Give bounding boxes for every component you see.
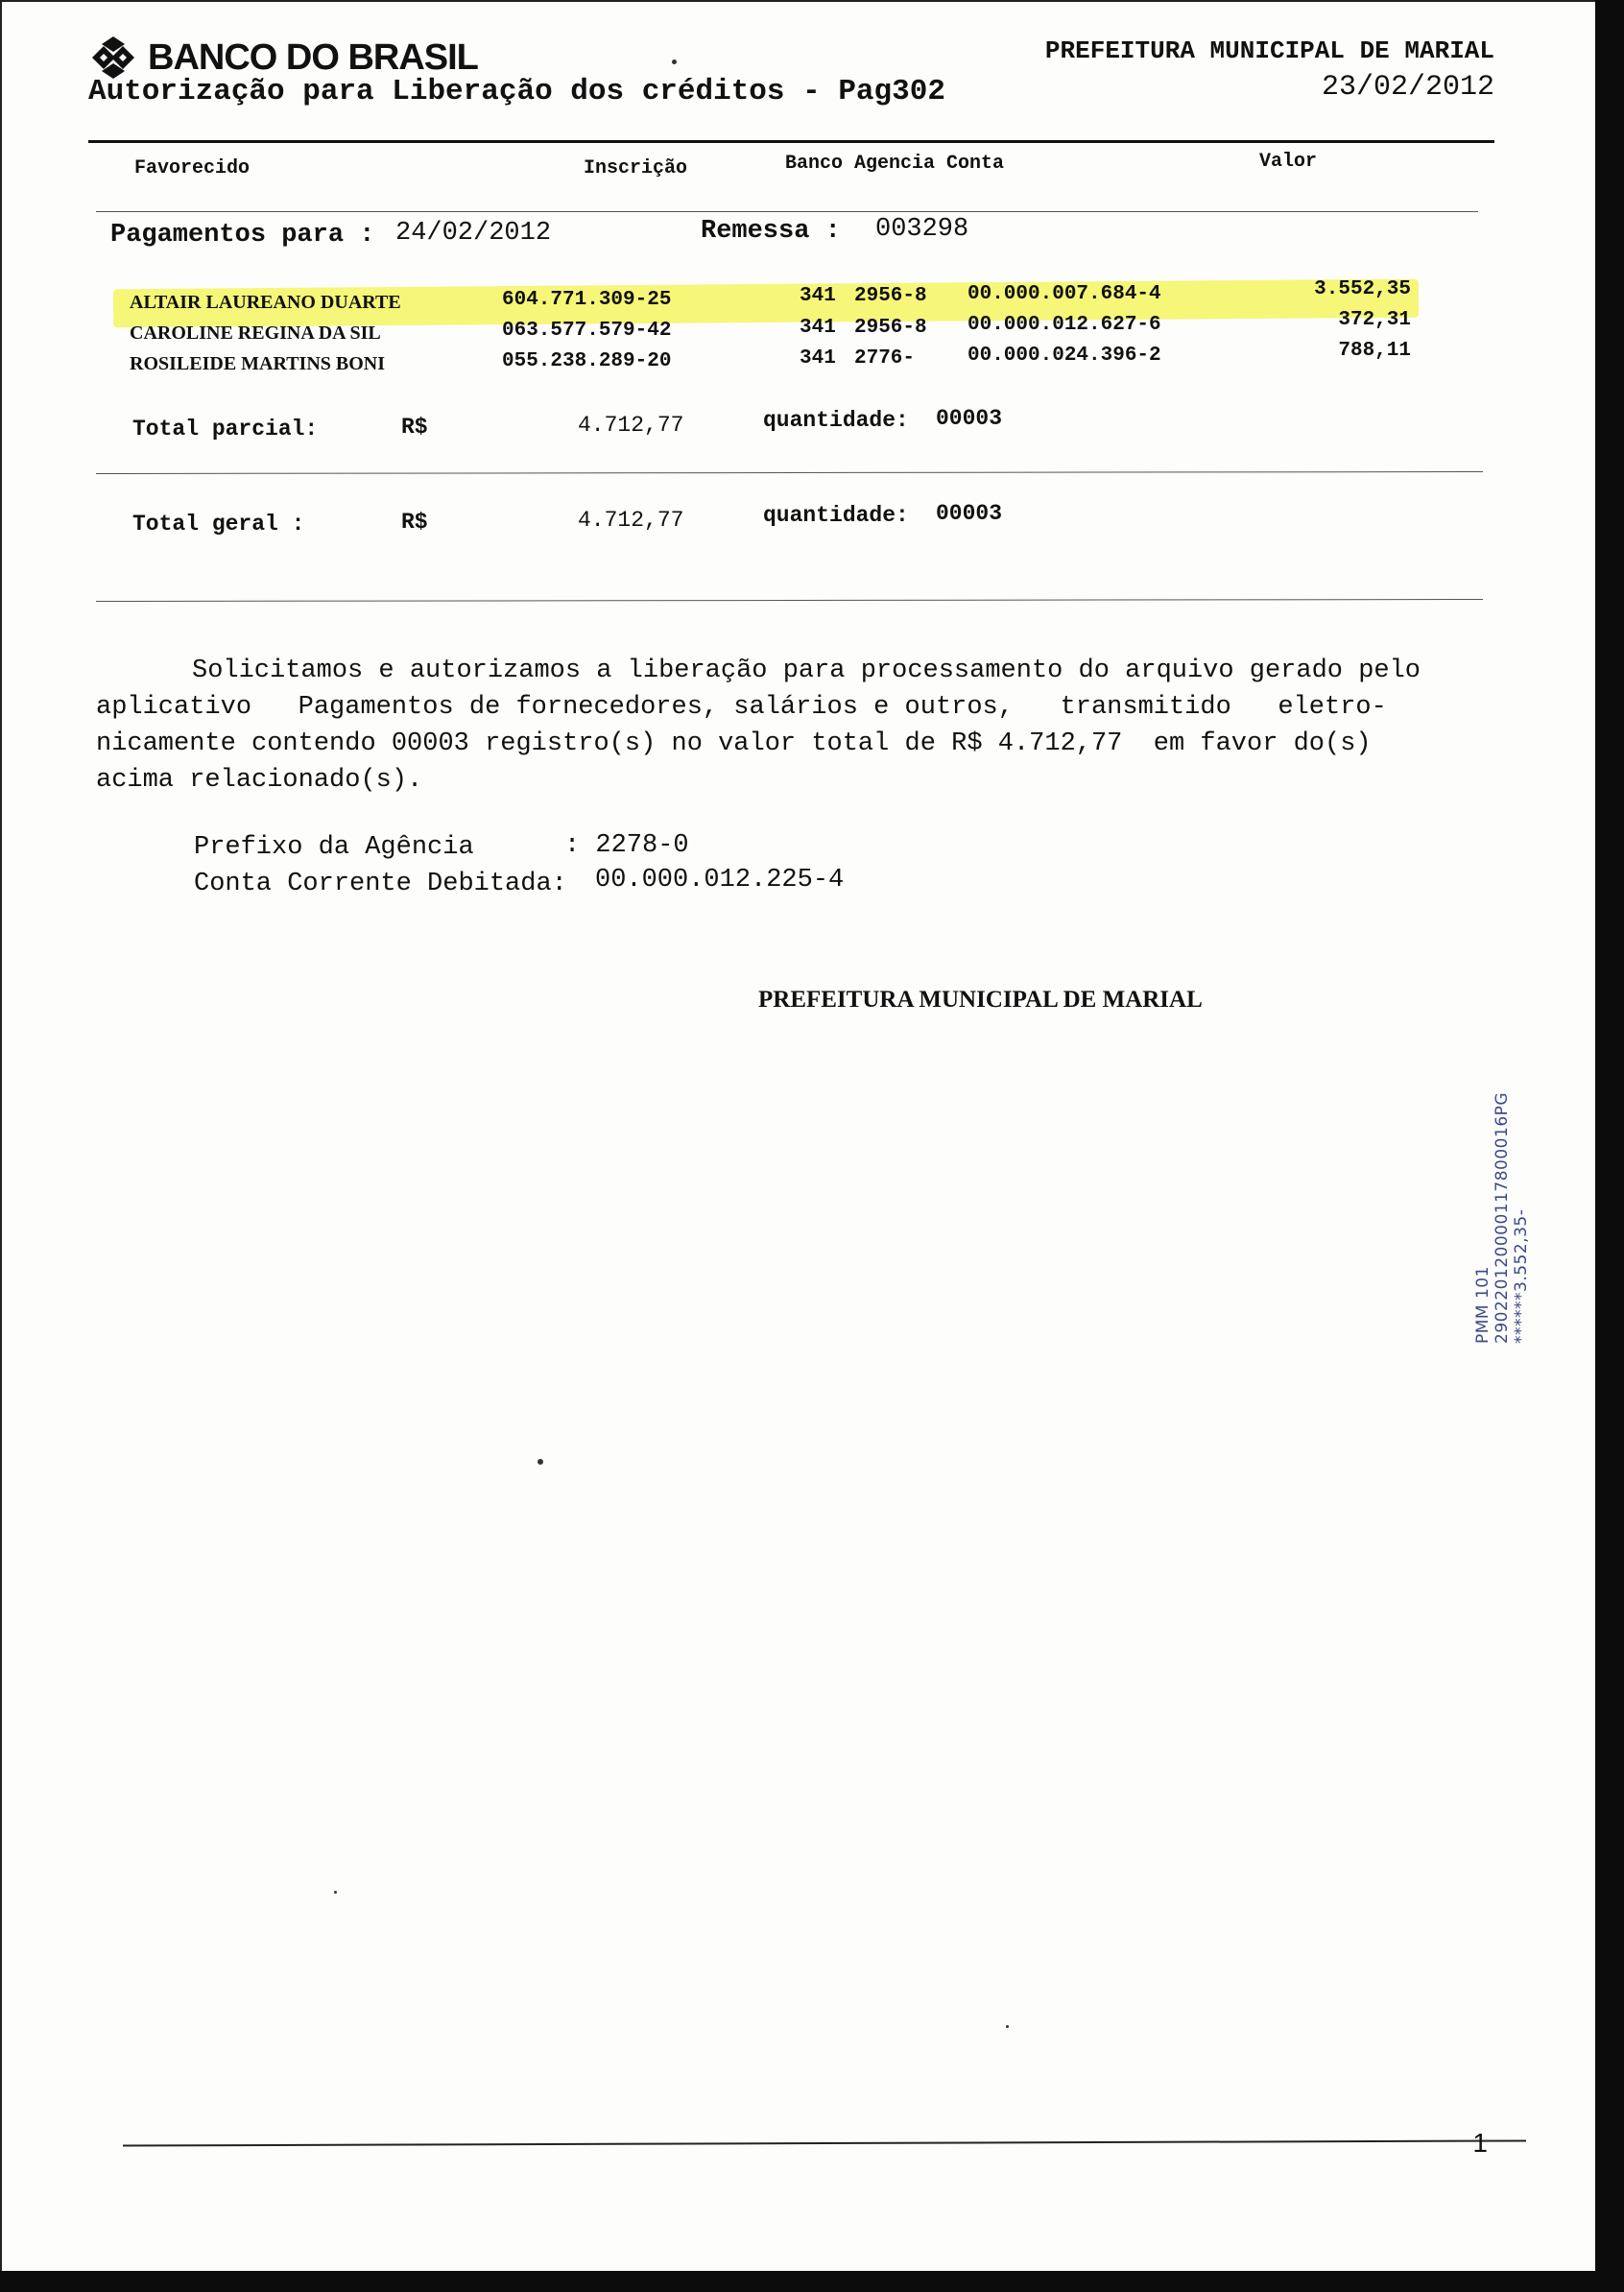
row-2-agencia: 2956-8 <box>854 317 927 339</box>
authorization-line-4: acima relacionado(s). <box>96 766 423 795</box>
conta-value: 00.000.012.225-4 <box>595 866 845 895</box>
side-stamp: PMM 101 290220120000117800016PG ******3.552,35- <box>1473 1091 1531 1344</box>
page-number: 1 <box>1472 2128 1488 2158</box>
row-3-conta: 00.000.024.396-2 <box>967 345 1161 367</box>
col-favorecido: Favorecido <box>134 157 251 179</box>
authorization-line-3: nicamente contendo 00003 registro(s) no valor total de R$ 4.712,77 em favor do(s) <box>96 729 1372 758</box>
banco-do-brasil-logo-icon <box>88 36 138 79</box>
signature-organization: PREFEITURA MUNICIPAL DE MARIAL <box>758 987 1203 1013</box>
remessa-number: 003298 <box>875 215 969 244</box>
organization-header: PREFEITURA MUNICIPAL DE MARIAL <box>1044 36 1494 65</box>
row-3-agencia: 2776- <box>854 347 916 370</box>
prefixo-value: : 2278-0 <box>564 831 689 860</box>
total-parcial-qty: 00003 <box>936 406 1003 431</box>
pagamentos-label: Pagamentos para : <box>110 221 375 250</box>
row-1-conta: 00.000.007.684-4 <box>967 283 1161 305</box>
col-valor: Valor <box>1259 151 1318 173</box>
pagamentos-date: 24/02/2012 <box>395 219 552 248</box>
prefixo-label: Prefixo da Agência <box>194 833 474 862</box>
authorization-paragraph <box>96 653 1459 799</box>
document-title: Autorização para Liberação dos créditos - Pag302 <box>88 75 945 108</box>
header-rule <box>88 140 1494 143</box>
row-1-valor: 3.552,35 <box>1314 278 1411 300</box>
row-3-name: ROSILEIDE MARTINS BONI <box>130 353 386 374</box>
authorization-line-2: aplicativo Pagamentos de fornecedores, salários e outros, transmitido eletro- <box>96 693 1387 722</box>
row-3-inscricao: 055.238.289-20 <box>502 350 672 372</box>
total-geral-qty: 00003 <box>936 501 1003 526</box>
speck <box>334 1891 337 1894</box>
bank-logo <box>88 36 478 79</box>
speck <box>672 60 677 64</box>
parcial-rule <box>96 471 1483 474</box>
row-1-name: ALTAIR LAUREANO DUARTE <box>130 292 401 313</box>
conta-label: Conta Corrente Debitada: <box>194 870 567 898</box>
total-geral-qty-label: quantidade: <box>763 503 909 528</box>
row-1-banco: 341 <box>800 285 836 307</box>
remessa-label: Remessa : <box>701 217 841 246</box>
row-2-inscricao: 063.577.579-42 <box>502 320 672 342</box>
speck <box>1006 2025 1009 2028</box>
total-geral-currency: R$ <box>401 510 428 535</box>
column-rule <box>96 211 1478 212</box>
total-parcial-label: Total parcial: <box>132 417 319 442</box>
total-parcial-value: 4.712,77 <box>578 413 684 438</box>
row-2-conta: 00.000.012.627-6 <box>967 314 1161 336</box>
total-parcial-currency: R$ <box>401 415 428 440</box>
total-geral-value: 4.712,77 <box>578 508 684 533</box>
document-date: 23/02/2012 <box>1321 71 1494 104</box>
row-1-inscricao: 604.771.309-25 <box>502 289 672 311</box>
authorization-line-1: Solicitamos e autorizamos a liberação para processamento do arquivo gerado pelo <box>192 657 1421 685</box>
row-2-banco: 341 <box>800 317 836 339</box>
row-1-agencia: 2956-8 <box>854 285 927 307</box>
bank-name: BANCO DO BRASIL <box>148 36 478 78</box>
col-banco-agencia-conta: Banco Agencia Conta <box>785 153 1005 175</box>
row-3-banco: 341 <box>800 347 836 370</box>
col-inscricao: Inscrição <box>584 157 688 179</box>
row-3-valor: 788,11 <box>1338 340 1411 362</box>
geral-rule <box>96 599 1483 602</box>
total-geral-label: Total geral : <box>132 512 305 537</box>
row-2-valor: 372,31 <box>1338 309 1411 331</box>
speck <box>537 1459 543 1465</box>
total-parcial-qty-label: quantidade: <box>763 408 909 433</box>
row-2-name: CAROLINE REGINA DA SIL <box>130 322 381 344</box>
footer-rule <box>123 2139 1526 2146</box>
